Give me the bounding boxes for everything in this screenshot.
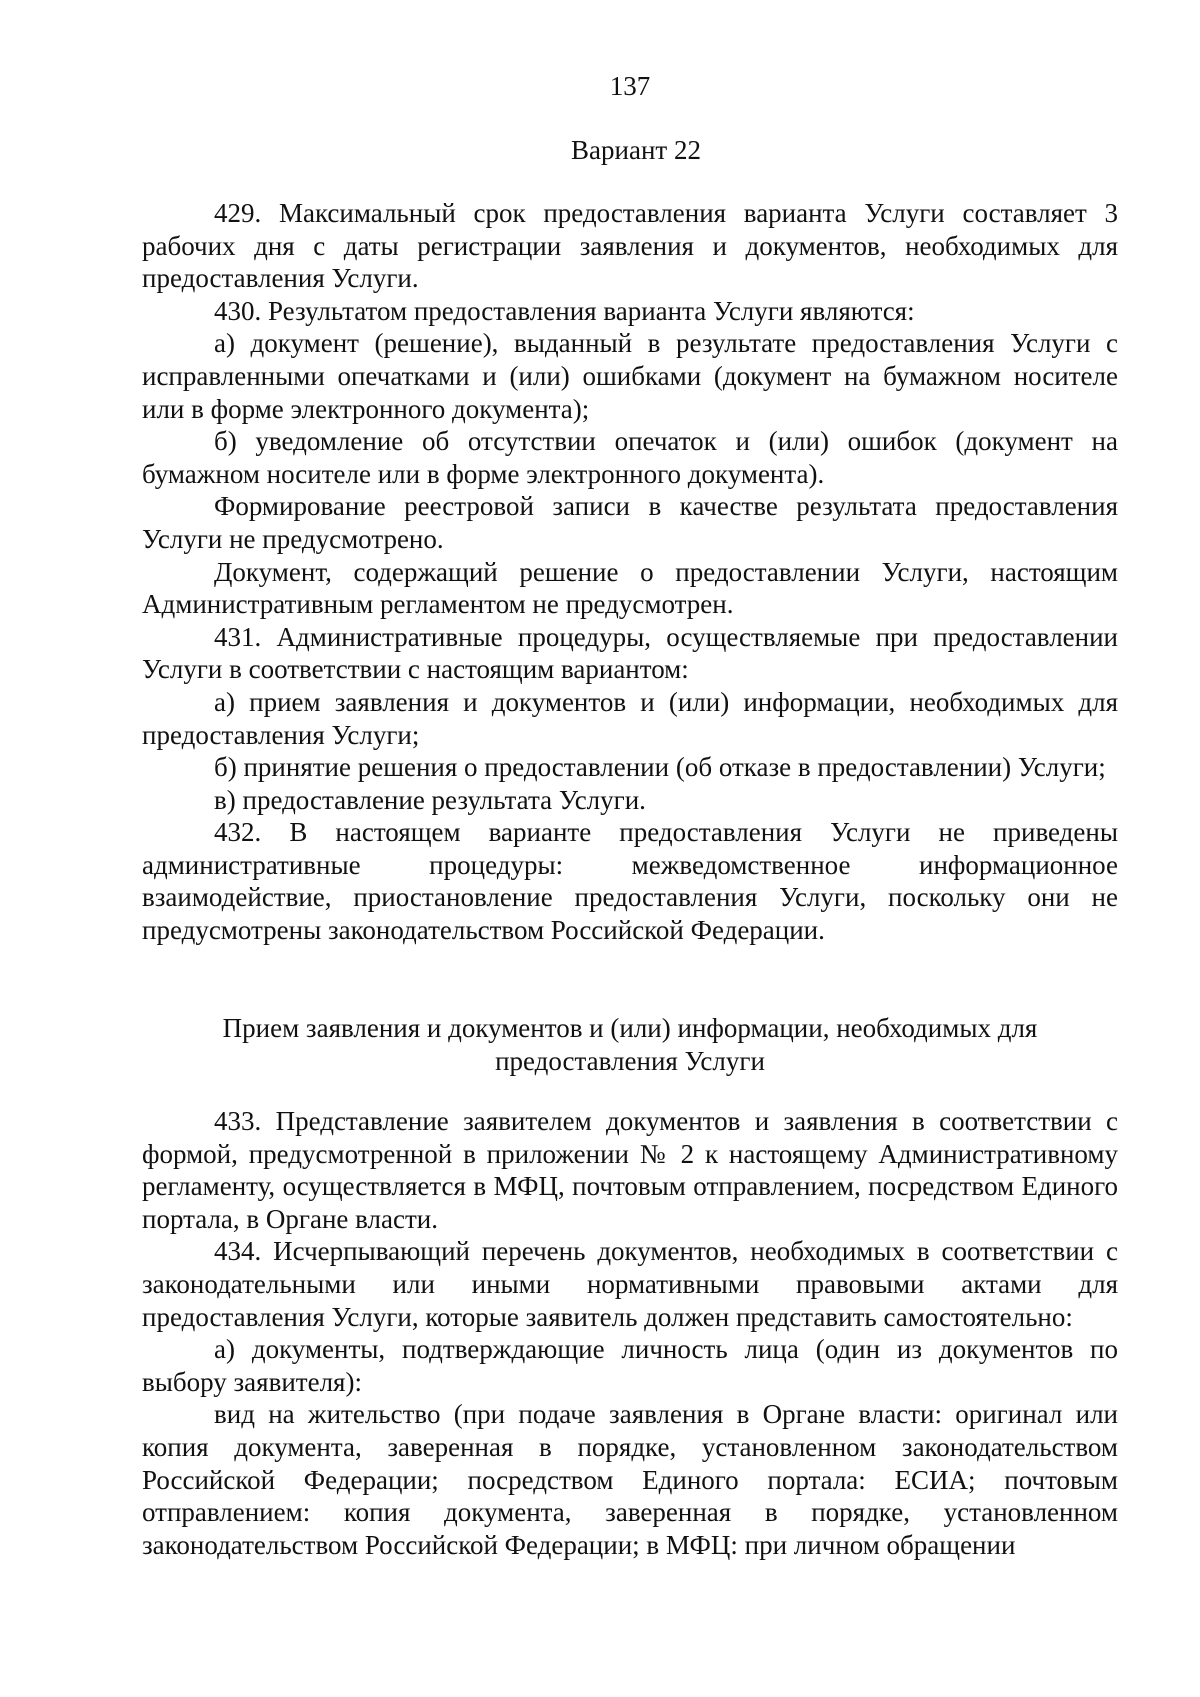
section-heading (142, 1012, 1118, 1077)
section-heading-line: Прием заявления и документов и (или) информации, необходимых для (222, 1013, 1038, 1043)
paragraph: 433. Представление заявителем документов и заявления в соответствии с формой, предусмотренной в приложении № 2 к настоящему Административному регламенту, осуществляется в МФЦ, почтовым отправлением, посредством Единого портала, в Органе власти. (142, 1106, 1118, 1234)
paragraph: Документ, содержащий решение о предоставлении Услуги, настоящим Административным регламентом не предусмотрен. (142, 556, 1118, 620)
paragraph: 429. Максимальный срок предоставления варианта Услуги составляет 3 рабочих дня с даты регистрации заявления и документов, необходимых для предоставления Услуги. (142, 198, 1118, 294)
variant-title: Вариант 22 (571, 135, 701, 165)
body-section-top (142, 197, 1118, 947)
paragraph: Формирование реестровой записи в качестве результата предоставления Услуги не предусмотрено. (142, 491, 1118, 554)
paragraph: а) документ (решение), выданный в результате предоставления Услуги с исправленными опечатками и (или) ошибками (документ на бумажном носителе или в форме электронного документа); (142, 328, 1118, 424)
paragraph: а) прием заявления и документов и (или) информации, необходимых для предоставления Услуги; (142, 686, 1118, 750)
paragraph: 432. В настоящем варианте предоставления Услуги не приведены административные процедуры: межведомственное информационное взаимодействие, приостановление предоставления Услуги, поскольку они не предусмотрены законодательством Российской Федерации. (142, 817, 1118, 946)
page-number: 137 (609, 71, 651, 101)
paragraph: б) уведомление об отсутствии опечаток и (или) ошибок (документ на бумажном носителе или в форме электронного документа). (142, 426, 1118, 489)
body-section-bottom (142, 1105, 1118, 1561)
section-heading-line: предоставления Услуги (495, 1045, 765, 1076)
paragraph: а) документы, подтверждающие личность лица (один из документов по выбору заявителя): (142, 1334, 1118, 1397)
paragraph: 430. Результатом предоставления варианта Услуги являются: (214, 295, 915, 326)
paragraph: 431. Административные процедуры, осуществляемые при предоставлении Услуги в соответствии с настоящим вариантом: (142, 621, 1118, 685)
paragraph: 434. Исчерпывающий перечень документов, необходимых в соответствии с законодательными или иными нормативными правовыми актами для предоставления Услуги, которые заявитель должен представить самостоятельно: (142, 1236, 1118, 1332)
paragraph: в) предоставление результата Услуги. (214, 784, 646, 815)
paragraph: вид на жительство (при подаче заявления в Органе власти: оригинал или копия документа, заверенная в порядке, установленном законодательством Российской Федерации; посредством Единого портала: ЕСИА; почтовым отправлением: копия документа, заверенная в порядке, установленном законодательством Российской Федерации; в МФЦ: при личном обращении (142, 1399, 1118, 1560)
paragraph: б) принятие решения о предоставлении (об отказе в предоставлении) Услуги; (214, 752, 1106, 783)
